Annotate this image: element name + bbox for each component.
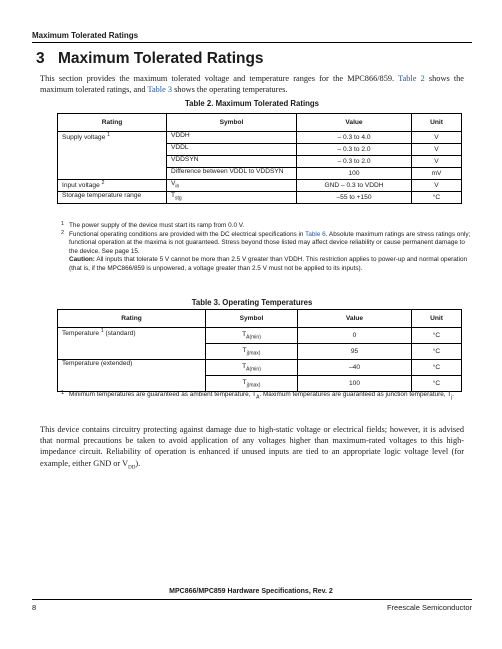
value-cell: –40 [298,360,412,376]
paragraph-end: ). [135,458,141,468]
table2-notes [63,222,475,273]
symbol-subscript: in [175,183,180,190]
intro-paragraph [40,73,464,95]
symbol-text: T [242,346,247,354]
rating-suffix: (standard) [105,330,136,338]
running-head: Maximum Tolerated Ratings [32,31,139,40]
rating-cell: Temperature (extended) [58,360,206,392]
symbol-cell [206,344,298,360]
table3-link[interactable]: Table 3 [147,85,172,94]
symbol-cell [206,328,298,344]
footnote-mark: 1 [100,328,104,334]
symbol-text: T [242,378,247,386]
table6-link[interactable]: Table 6 [305,230,326,238]
symbol-subscript: stg [175,195,182,202]
footnote-subscript: j [451,394,453,401]
unit-cell: °C [412,328,462,344]
unit-cell: °C [412,192,462,204]
symbol-subscript: j(max) [246,350,261,357]
symbol-subscript: A(min) [246,366,261,373]
footer-title: MPC866/MPC859 Hardware Specifications, Rev. 2 [169,588,333,595]
footnote-mark: 2 [101,180,105,186]
table2-caption: Table 2. Maximum Tolerated Ratings [184,99,320,108]
table2-header-unit: Unit [412,114,462,132]
symbol-text: T [242,330,247,338]
footnote-text: Functional operating conditions are provided with the DC electrical specifications in [69,230,304,238]
symbol-cell [167,180,297,192]
footnote [63,391,475,402]
table-row [58,132,462,144]
table2 [57,113,462,204]
section-number: 3 [36,50,45,67]
rating-cell: Storage temperature range [58,192,167,204]
symbol-text: T [242,362,247,370]
unit-cell: V [412,144,462,156]
table3-header-rating: Rating [58,310,206,328]
header-rule [32,42,472,43]
table-row [58,192,462,204]
table2-header-symbol: Symbol [167,114,297,132]
caution-label: Caution: [69,256,95,263]
value-cell: 0 [298,328,412,344]
table-row [58,328,462,344]
symbol-cell: Difference between VDDL to VDDSYN [167,168,297,180]
unit-cell: V [412,156,462,168]
table3-notes [63,391,475,402]
footnote-text: The power supply of the device must start its ramp from 0.0 V. [69,222,245,229]
footnote-mark: 1 [107,132,110,138]
table3-caption: Table 3. Operating Temperatures [191,298,313,307]
page-number: 8 [32,603,37,612]
caution-text: All inputs that tolerate 5 V cannot be more than 2.5 V greater than VDDH. This restriction applies to power-up and normal operation (that is, if the MPC866/859 is unpowered, a voltage greater than 2.5 V must not be applied to its inputs). [69,256,468,272]
footnote-mark: 1 [61,390,65,396]
protection-paragraph [40,424,464,473]
table3-header-value: Value [298,310,412,328]
footnote-text: . Maximum temperatures are guaranteed as junction temperature, T [259,391,452,398]
unit-cell: mV [412,168,462,180]
unit-cell: V [412,180,462,192]
symbol-cell: VDDSYN [167,156,297,168]
table3-header-unit: Unit [412,310,462,328]
unit-cell: °C [412,360,462,376]
footnote [63,231,475,257]
paragraph-subscript: DD [128,465,136,471]
symbol-text: V [171,180,176,187]
symbol-cell: VDDL [167,144,297,156]
footnote-text: Minimum temperatures are guaranteed as ambient temperature, T [69,391,257,398]
rating-text: Temperature [62,330,100,338]
value-cell: 95 [298,344,412,360]
company-name: Freescale Semiconductor [386,603,472,612]
symbol-cell [206,376,298,392]
rating-cell [58,180,167,192]
value-cell: – 0.3 to 4.0 [297,132,412,144]
footnote-text: . Absolute maximum ratings are stress ratings only; functional operation at the maxima is not guaranteed. Stress beyond those listed may affect device reliability or cause permanent damage to the device. See page 15. [69,230,471,255]
symbol-text: T [171,192,176,199]
paragraph-text: This device contains circuitry protecting against damage due to high-static voltage or electrical fields; however, it is advised that normal precautions be taken to avoid application of any voltages higher than maximum-rated voltages to this high-impedance circuit. Reliability of operation is enhanced if unused inputs are tied to an appropriate logic voltage level (for example, either GND or V [40,425,464,468]
rating-text: Supply voltage [62,134,106,142]
value-cell: GND – 0.3 to VDDH [297,180,412,192]
symbol-subscript: A(min) [246,334,261,341]
unit-cell: °C [412,376,462,392]
section-title-text: Maximum Tolerated Ratings [58,50,264,67]
value-cell: – 0.3 to 2.0 [297,144,412,156]
footnote-text: . [452,391,455,398]
footnote-subscript: A [256,394,260,401]
footnote-mark: 1 [61,221,65,227]
table-row [58,180,462,192]
footer-rule [32,599,472,600]
caution-note [63,256,475,273]
symbol-cell [167,192,297,204]
table2-header-rating: Rating [58,114,167,132]
footnote-mark: 2 [61,229,65,236]
section-title [36,50,264,68]
unit-cell: V [412,132,462,144]
rating-cell [58,132,167,180]
unit-cell: °C [412,344,462,360]
table2-header-row [58,114,462,132]
symbol-cell [206,360,298,376]
table2-header-value: Value [297,114,412,132]
rating-text: Input voltage [62,182,100,190]
table3-header-row [58,310,462,328]
rating-cell [58,328,206,360]
symbol-cell: VDDH [167,132,297,144]
symbol-subscript: j(max) [246,382,261,389]
value-cell: 100 [297,168,412,180]
footnote [63,222,475,231]
value-cell: 100 [298,376,412,392]
intro-text-1: This section provides the maximum tolerated voltage and temperature ranges for the MPC866/859. [40,74,395,83]
table-row [58,360,462,376]
intro-text-3: shows the operating temperatures. [174,85,288,94]
value-cell: –55 to +150 [297,192,412,204]
value-cell: – 0.3 to 2.0 [297,156,412,168]
table3-header-symbol: Symbol [206,310,298,328]
table2-link[interactable]: Table 2 [398,74,425,83]
intro-text-2: shows the maximum tolerated ratings, and [40,74,464,94]
table3 [57,309,462,392]
